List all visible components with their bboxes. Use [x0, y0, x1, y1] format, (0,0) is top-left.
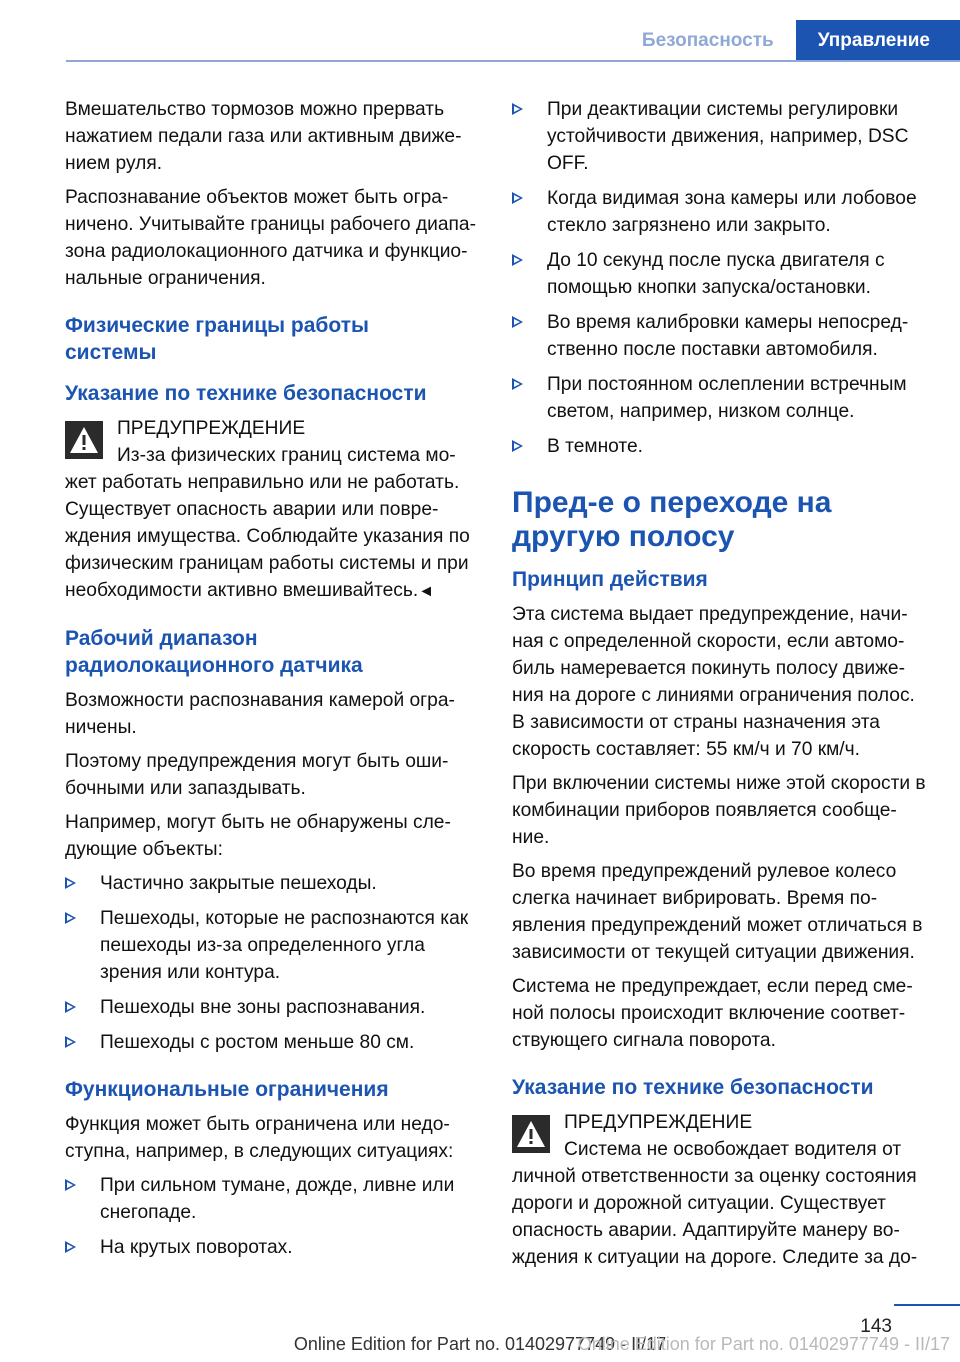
warning-title: ПРЕДУПРЕЖДЕНИЕ — [564, 1112, 753, 1133]
end-mark-icon: ◄ — [418, 583, 435, 600]
triangle-bullet-icon — [65, 912, 76, 924]
triangle-bullet-icon — [65, 1241, 76, 1253]
paragraph: Система не предупреждает, если перед сменой полосы происходит включение соответствующего сигнала поворота. — [512, 976, 913, 1051]
list-item: Во время калибровки камеры непосредственно после поставки автомобиля. — [512, 309, 926, 363]
list-item: Когда видимая зона камеры или лобовое стекло загрязнено или закрыто. — [512, 185, 926, 239]
footer-rule — [894, 1304, 960, 1306]
paragraph: Во время предупреждений рулевое колесо слегка начинает вибрировать. Время появления предупреждений может отличаться в зависимости от текущей ситуации движения. — [512, 861, 923, 963]
warning-text: Из-за физических границ система может работать неправильно или не работать. Существует опасность аварии или повреждения имущества. Соблюдайте указания по физическим границам работы системы и при необходимости активно вмешивайтесь. — [65, 445, 470, 601]
warning-triangle-icon — [65, 421, 103, 459]
header-rule — [66, 60, 960, 62]
paragraph: При включении системы ниже этой скорости в комбинации приборов появляется сообщение. — [512, 773, 926, 848]
paragraph: Распознавание объектов может быть ограничено. Учитывайте границы рабочего диапазона радиолокационного датчика и функциональные ограничения. — [65, 187, 476, 289]
list-item: В темноте. — [512, 433, 926, 460]
warning-title: ПРЕДУПРЕЖДЕНИЕ — [117, 418, 306, 439]
tab-controls[interactable]: Управление — [796, 20, 960, 60]
triangle-bullet-icon — [65, 1001, 76, 1013]
edition-footer: Online Edition for Part no. 01402977749 - II/17 — [293, 1334, 667, 1354]
watermark: Online Edition for Part no. 01402977749 - II/17 — [577, 1334, 950, 1354]
list-limiting-conditions-continued — [512, 96, 926, 460]
page-number: 143 — [860, 1316, 892, 1337]
heading-safety-note: Указание по технике безопасности — [65, 382, 427, 405]
list-item: Частично закрытые пешеходы. — [65, 870, 479, 897]
triangle-bullet-icon — [512, 378, 523, 390]
list-item: Пешеходы с ростом меньше 80 см. — [65, 1029, 479, 1056]
triangle-bullet-icon — [512, 192, 523, 204]
heading-functional-limits: Функциональные ограничения — [65, 1078, 389, 1101]
warning-block — [65, 415, 479, 605]
triangle-bullet-icon — [512, 103, 523, 115]
heading-lane-departure-warning: Пред-е о переходе на другую полосу — [512, 486, 832, 553]
triangle-bullet-icon — [512, 440, 523, 452]
warning-text: Система не освобождает водителя от личной ответственности за оценку состояния дороги и дорожной ситуации. Существует опасность аварии. Адаптируйте манеру вождения к ситуации на дороге. Следите за до- — [512, 1139, 918, 1268]
left-column — [65, 96, 479, 1269]
heading-operating-principle: Принцип действия — [512, 568, 708, 591]
list-item: При деактивации системы регулировки устойчивости движения, например, DSC OFF. — [512, 96, 926, 177]
right-column — [512, 96, 926, 1278]
paragraph: Возможности распознавания камерой ограничены. — [65, 690, 455, 738]
list-item: До 10 секунд после пуска двигателя с помощью кнопки запуска/остановки. — [512, 247, 926, 301]
triangle-bullet-icon — [65, 1036, 76, 1048]
triangle-bullet-icon — [65, 877, 76, 889]
list-undetected-objects — [65, 870, 479, 1056]
list-item: Пешеходы, которые не распознаются как пешеходы из-за определенного угла зрения или контура. — [65, 905, 479, 986]
list-item: При постоянном ослеплении встречным светом, например, низком солнце. — [512, 371, 926, 425]
heading-physical-limits: Физические границы работы системы — [65, 314, 369, 364]
paragraph: Функция может быть ограничена или недоступна, например, в следующих ситуациях: — [65, 1114, 454, 1162]
warning-triangle-icon — [512, 1115, 550, 1153]
list-item: При сильном тумане, дожде, ливне или снегопаде. — [65, 1172, 479, 1226]
paragraph: Вмешательство тормозов можно прервать нажатием педали газа или активным движением руля. — [65, 99, 462, 174]
list-item: Пешеходы вне зоны распознавания. — [65, 994, 479, 1021]
warning-block — [512, 1109, 926, 1271]
paragraph: Эта система выдает предупреждение, начиная с определенной скорости, если автомобиль намеревается покинуть полосу движения на дороге с линиями ограничения полос. В зависимости от страны назначения эта скорость составляет: 55 км/ч и 70 км/ч. — [512, 604, 915, 760]
section-tabs — [620, 20, 960, 60]
heading-safety-note: Указание по технике безопасности — [512, 1076, 874, 1099]
paragraph: Поэтому предупреждения могут быть ошибочными или запаздывать. — [65, 751, 449, 799]
paragraph: Например, могут быть не обнаружены следующие объекты: — [65, 812, 451, 860]
list-item: На крутых поворотах. — [65, 1234, 479, 1261]
triangle-bullet-icon — [512, 254, 523, 266]
triangle-bullet-icon — [65, 1179, 76, 1191]
triangle-bullet-icon — [512, 316, 523, 328]
list-limiting-conditions — [65, 1172, 479, 1261]
tab-safety[interactable]: Безопасность — [620, 20, 796, 60]
heading-sensor-range: Рабочий диапазон радиолокационного датчика — [65, 627, 363, 677]
